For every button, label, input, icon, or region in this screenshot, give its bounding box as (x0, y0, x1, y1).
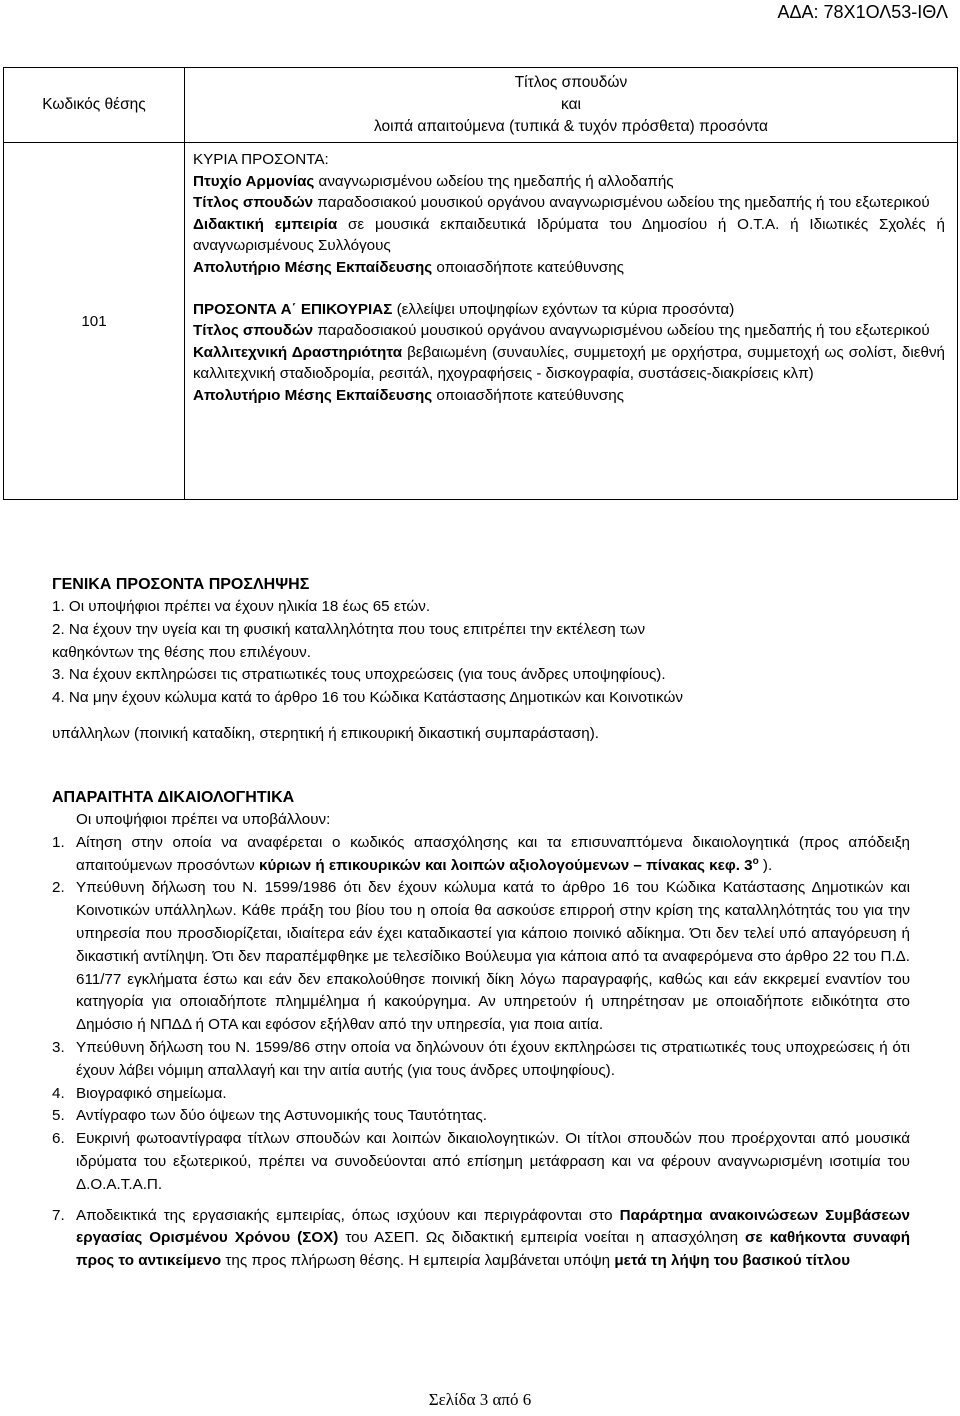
qualification-title: Τίτλος σπουδών (193, 194, 314, 212)
item-text-bold: κύριων ή επικουρικών και λοιπών αξιολογούμενων – πίνακας κεφ. 3 (258, 856, 753, 874)
item-text-bold: σε καθήκοντα συναφή προς το αντικείμενο (76, 1229, 910, 1270)
main-qualification (193, 214, 945, 257)
page-footer: Σελίδα 3 από 6 (428, 1390, 532, 1409)
aux-qualification (193, 320, 945, 342)
main-qualifications-label: ΚΥΡΙΑ ΠΡΟΣΟΝΤΑ: (193, 151, 329, 168)
header-title-line: Τίτλος σπουδών (514, 74, 628, 91)
header-code: Κωδικός θέσης (4, 68, 185, 143)
list-item: 2. Να έχουν την υγεία και τη φυσική καταλληλότητα που τους επιτρέπει την εκτέλεση των (52, 620, 646, 638)
item-number: 4. (52, 1084, 65, 1102)
item-text-part: Αίτηση στην οποία να αναφέρεται ο κωδικός απασχόλησης και τα επισυναπτόμενα δικαιολογητικά (προς απόδειξη απαιτούμενων προσόντων (76, 833, 910, 874)
item-text-part: Αποδεικτικά της εργασιακής εμπειρίας, όπως ισχύουν και περιγράφονται στο (76, 1206, 620, 1224)
qualification-title: Τίτλος σπουδών (193, 322, 314, 340)
qualification-title: Απολυτήριο Μέσης Εκπαίδευσης (193, 258, 433, 276)
qualification-title: Καλλιτεχνική Δραστηριότητα (193, 343, 403, 361)
list-item: 1. Οι υποψήφιοι πρέπει να έχουν ηλικία 18 έως 65 ετών. (52, 598, 431, 615)
item-number: 3. (52, 1038, 65, 1056)
header-title-line: λοιπά απαιτούμενα (τυπικά & τυχόν πρόσθετα) προσόντα (374, 118, 768, 135)
aux-label-note: (ελλείψει υποψηφίων εχόντων τα κύρια προσόντα) (392, 300, 735, 318)
list-item: υπάλληλων (ποινική καταδίκη, στερητική ή επικουρική δικαστική συμπαράσταση). (52, 724, 599, 742)
item-text (76, 832, 910, 878)
main-qualification (193, 192, 945, 214)
item-text-bold: Παράρτημα ανακοινώσεων Συμβάσεων εργασίας Ορισμένου Χρόνου (ΣΟΧ) (76, 1206, 910, 1247)
item-text (76, 1205, 910, 1273)
qualification-text: οποιασδήποτε κατεύθυνσης (432, 386, 624, 404)
qualification-title: Πτυχίο Αρμονίας (193, 172, 315, 190)
general-title: ΓΕΝΙΚΑ ΠΡΟΣΟΝΤΑ ΠΡΟΣΛΗΨΗΣ (52, 576, 310, 593)
item-text: Αντίγραφο των δύο όψεων της Αστυνομικής τους Ταυτότητας. (76, 1107, 487, 1125)
general-qualifications-section (52, 574, 910, 746)
qualification-text: παραδοσιακού μουσικού οργάνου αναγνωρισμένου ωδείου της ημεδαπής ή του εξωτερικού (313, 194, 930, 212)
list-item (52, 877, 910, 1037)
list-item: 3. Να έχουν εκπληρώσει τις στρατιωτικές τους υποχρεώσεις (για τους άνδρες υποψηφίους). (52, 666, 666, 684)
required-documents-section (52, 787, 910, 1273)
item-text-sup: ο (752, 855, 759, 867)
aux-qualification (193, 385, 945, 407)
table-header-row (4, 68, 958, 143)
header-title (185, 68, 958, 143)
item-number: 6. (52, 1130, 65, 1148)
documents-intro: Οι υποψήφιοι πρέπει να υποβάλλουν: (76, 811, 331, 828)
qualification-text: αναγνωρισμένου ωδείου της ημεδαπής ή αλλοδαπής (314, 172, 674, 190)
item-text: Ευκρινή φωτοαντίγραφα τίτλων σπουδών και λοιπών δικαιολογητικών. Οι τίτλοι σπουδών που προέρχονται από μουσικά ιδρύματα του εξωτερικού, πρέπει να συνοδεύονται από επίσημη μετάφραση και να φέρουν αναγνωρισμένη ισοτιμία του Δ.Ο.Α.Τ.Α.Π. (76, 1130, 910, 1193)
list-item (52, 1205, 910, 1273)
table-row (4, 143, 958, 500)
aux-qualification (193, 342, 945, 385)
item-text-part: της προς πλήρωση θέσης. Η εμπειρία λαμβάνεται υπόψη (221, 1252, 615, 1270)
item-text-bold: μετά τη λήψη του βασικού τίτλου (614, 1252, 851, 1270)
list-item (52, 1083, 910, 1106)
list-item: καθηκόντων της θέσης που επιλέγουν. (52, 643, 311, 661)
item-number: 7. (52, 1206, 65, 1224)
qualification-title: Απολυτήριο Μέσης Εκπαίδευσης (193, 386, 433, 404)
position-code: 101 (4, 143, 185, 500)
item-text: Υπεύθυνη δήλωση του Ν. 1599/86 στην οποία να δηλώνουν ότι έχουν εκπληρώσει τις στρατιωτικές τους υποχρεώσεις ή ότι έχουν λάβει νόμιμη απαλλαγή και την αιτία αυτής (για τους άνδρες υποψηφίους). (76, 1038, 910, 1079)
list-item (52, 832, 910, 878)
list-item (52, 1128, 910, 1196)
item-text: Βιογραφικό σημείωμα. (76, 1084, 227, 1102)
main-qualification (193, 171, 945, 193)
qualification-text: βεβαιωμένη (συναυλίες, συμμετοχή με ορχήστρα, συμμετοχή ως σολίστ, διεθνή καλλιτεχνική σταδιοδρομία, ρεσιτάλ, ηχογραφήσεις - δισκογραφία, συστάσεις-διακρίσεις κλπ) (193, 343, 945, 383)
qualifications-cell (185, 143, 958, 500)
qualification-text: παραδοσιακού μουσικού οργάνου αναγνωρισμένου ωδείου της ημεδαπής ή του εξωτερικού (313, 322, 930, 340)
list-item: 4. Να μην έχουν κώλυμα κατά το άρθρο 16 του Κώδικα Κατάστασης Δημοτικών και Κοινοτικών (52, 689, 683, 707)
main-qualification (193, 257, 945, 279)
aux-label: ΠΡΟΣΟΝΤΑ Α΄ ΕΠΙΚΟΥΡΙΑΣ (193, 300, 393, 318)
qualification-text: σε μουσικά εκπαιδευτικά Ιδρύματα του Δημοσίου ή Ο.Τ.Α. ή Ιδιωτικές Σχολές ή αναγνωρισμένους Συλλόγους (193, 215, 945, 255)
item-number: 2. (52, 879, 65, 897)
list-item (52, 1037, 910, 1083)
auxiliary-qualifications-label (193, 299, 945, 321)
item-number: 1. (52, 833, 65, 851)
requirements-table (3, 67, 958, 500)
item-text-part: ). (758, 856, 773, 874)
qualification-title: Διδακτική εμπειρία (193, 215, 338, 233)
qualification-text: οποιασδήποτε κατεύθυνσης (432, 258, 624, 276)
item-number: 5. (52, 1107, 65, 1125)
item-text: Υπεύθυνη δήλωση του Ν. 1599/1986 ότι δεν έχουν κώλυμα κατά το άρθρο 16 του Κώδικα Κατάστασης Δημοτικών και Κοινοτικών υπάλληλων. Κάθε πράξη του βίου του η οποία θα ασκούσε επιρροή στην κρίση της καταλληλότητάς του για την υπηρεσία που προσδιορίζεται, ιδιαίτερα εάν έχει καταδικαστεί για κάποιο ποινικό αδίκημα. Ότι δεν τελεί υπό απαγόρευση ή δικαστική αντίληψη. Ότι δεν παραπέμφθηκε με τελεσίδικο Βούλευμα για κάποια από τα αναφερόμενα στο άρθρο 22 του Π.Δ. 611/77 εγκλήματα έστω και εάν δεν επακολούθησε ποινική δίκη λόγω παραγραφής, καθώς και εάν εκκρεμεί εναντίον του κατηγορία για οποιαδήποτε πλημμέλημα ή κακούργημα. Αν υπηρετούν ή υπηρέτησαν με οποιαδήποτε ειδικότητα στο Δημόσιο ή ΝΠΔΔ ή ΟΤΑ και εφόσον εξήλθαν από την υπηρεσία, για ποια αιτία. (76, 879, 910, 1034)
list-item (52, 1105, 910, 1128)
header-title-line: και (561, 96, 581, 113)
ada-code: ΑΔΑ: 78Χ1ΟΛ53-ΙΘΛ (777, 2, 948, 22)
documents-title: ΑΠΑΡΑΙΤΗΤΑ ΔΙΚΑΙΟΛΟΓΗΤΙΚΑ (52, 789, 295, 806)
item-text-part: του ΑΣΕΠ. Ως διδακτική εμπειρία νοείται η απασχόληση (338, 1229, 746, 1247)
